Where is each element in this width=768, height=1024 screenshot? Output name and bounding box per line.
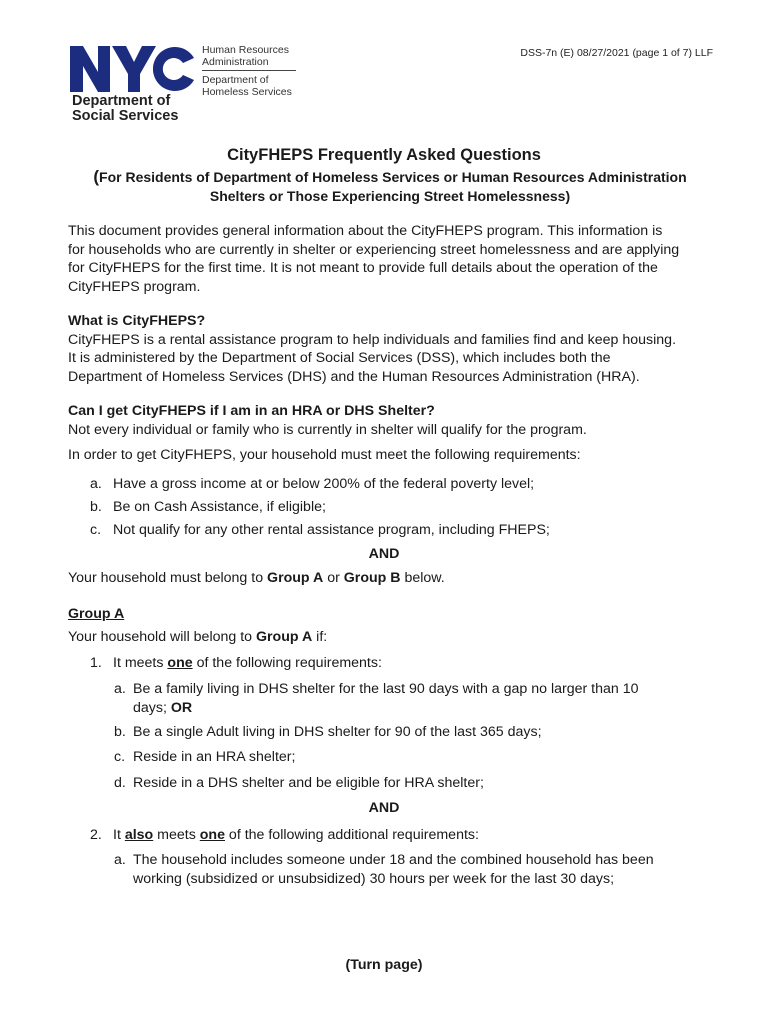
list-marker: a. <box>114 681 126 697</box>
intro-line: CityFHEPS program. <box>68 278 201 295</box>
q1-line: It is administered by the Department of Social Services (DSS), which includes both the <box>68 350 611 366</box>
q1-line: CityFHEPS is a rental assistance program to help individuals and families find and keep housing. <box>68 331 677 348</box>
text-line: Be a family living in DHS shelter for the last 90 days with a gap no larger than 10 <box>133 681 639 697</box>
text-span: It <box>113 827 125 843</box>
group-a-item-2 <box>90 826 730 845</box>
text-span: Your household will belong to <box>68 629 256 645</box>
text-span: of the following requirements: <box>192 655 382 671</box>
requirement-item <box>90 498 730 517</box>
list-marker: b. <box>114 724 126 740</box>
turn-page-note: (Turn page) <box>345 957 423 973</box>
q2-line1: Not every individual or family who is currently in shelter will qualify for the program. <box>68 421 587 438</box>
text-line: The household includes someone under 18 and the combined household has been <box>133 852 654 868</box>
agency-divider <box>202 70 296 71</box>
nyc-dss-logo <box>70 40 310 130</box>
sub-item-text <box>133 680 713 717</box>
q2-section <box>68 402 728 439</box>
emphasis: also <box>124 827 154 843</box>
q1-line: Department of Homeless Services (DHS) and the Human Resources Administration (HRA). <box>68 368 640 385</box>
dss-line1: Department of <box>72 93 171 109</box>
list-marker: a. <box>114 852 126 868</box>
list-marker: a. <box>90 476 102 492</box>
intro-line: for CityFHEPS for the first time. It is not meant to provide full details about the operation of the <box>68 260 658 276</box>
sub-item-text <box>133 851 713 888</box>
agency-dhs: Department of Homeless Services <box>202 74 292 98</box>
requirement-text: Not qualify for any other rental assistance program, including FHEPS; <box>113 522 550 538</box>
group-a-intro <box>68 628 728 647</box>
sub-item <box>114 748 714 767</box>
list-marker: c. <box>114 749 126 765</box>
emphasis: one <box>167 655 193 671</box>
subtitle-line1 <box>60 167 720 187</box>
sub-item <box>114 723 714 742</box>
sub-item-text: Reside in a DHS shelter and be eligible for HRA shelter; <box>133 775 484 791</box>
form-id: DSS-7n (E) 08/27/2021 (page 1 of 7) LLF <box>520 47 713 59</box>
text-span: days; <box>133 699 171 716</box>
requirement-text: Have a gross income at or below 200% of the federal poverty level; <box>113 476 535 492</box>
sub-item <box>114 851 714 889</box>
and-divider: AND <box>368 800 400 816</box>
text-span: of the following additional requirements: <box>224 827 479 843</box>
agency-hra: Human Resources Administration <box>202 44 289 68</box>
text-span: meets <box>153 827 200 843</box>
text-span: below. <box>400 570 445 586</box>
emphasis: one <box>199 827 225 843</box>
group-a-ref: Group A <box>267 570 324 586</box>
group-line <box>68 569 728 588</box>
requirement-text: Be on Cash Assistance, if eligible; <box>113 499 326 515</box>
item-text <box>113 654 382 673</box>
dss-line2: Social Services <box>72 108 179 124</box>
text-span: if: <box>312 629 328 645</box>
q2-heading: Can I get CityFHEPS if I am in an HRA or DHS Shelter? <box>68 403 435 419</box>
nyc-logo-mark <box>70 44 194 94</box>
agency-names <box>202 44 302 98</box>
list-marker: 1. <box>90 655 102 671</box>
group-b-ref: Group B <box>343 570 401 586</box>
sub-item <box>114 680 714 718</box>
subtitle <box>60 167 720 206</box>
list-marker: 2. <box>90 827 102 843</box>
group-a-heading: Group A <box>68 606 125 622</box>
group-a-ref: Group A <box>256 629 313 645</box>
q2-line2: In order to get CityFHEPS, your household must meet the following requirements: <box>68 447 581 463</box>
or-emphasis: OR <box>170 699 193 716</box>
intro-paragraph <box>68 222 728 296</box>
text-line <box>133 699 713 718</box>
list-marker: b. <box>90 499 102 515</box>
q1-heading: What is CityFHEPS? <box>68 313 206 329</box>
text-span: It meets <box>113 655 168 671</box>
requirement-item <box>90 475 730 494</box>
page-title: CityFHEPS Frequently Asked Questions <box>227 146 541 164</box>
text-span: Your household must belong to <box>68 570 268 586</box>
subtitle-line2: Shelters or Those Experiencing Street Homelessness) <box>209 188 571 204</box>
list-marker: d. <box>114 775 126 791</box>
and-divider: AND <box>368 546 400 562</box>
item-text <box>113 826 479 845</box>
sub-item-text: Be a single Adult living in DHS shelter for 90 of the last 365 days; <box>133 724 542 740</box>
sub-item <box>114 774 714 793</box>
sub-item-text: Reside in an HRA shelter; <box>133 749 296 765</box>
text-line: working (subsidized or unsubsidized) 30 hours per week for the last 30 days; <box>133 870 615 887</box>
group-a-item-1 <box>90 654 730 673</box>
intro-line: This document provides general information about the CityFHEPS program. This information is <box>68 223 663 239</box>
subtitle-line1-text: For Residents of Department of Homeless Services or Human Resources Administration <box>99 169 687 185</box>
subtitle-open-paren: ( <box>93 167 100 186</box>
dss-name <box>72 94 178 124</box>
list-marker: c. <box>90 522 102 538</box>
intro-line: for households who are currently in shelter or experiencing street homelessness and are applying <box>68 241 680 258</box>
q1-section <box>68 312 728 386</box>
requirement-item <box>90 521 730 540</box>
text-span: or <box>323 570 344 586</box>
